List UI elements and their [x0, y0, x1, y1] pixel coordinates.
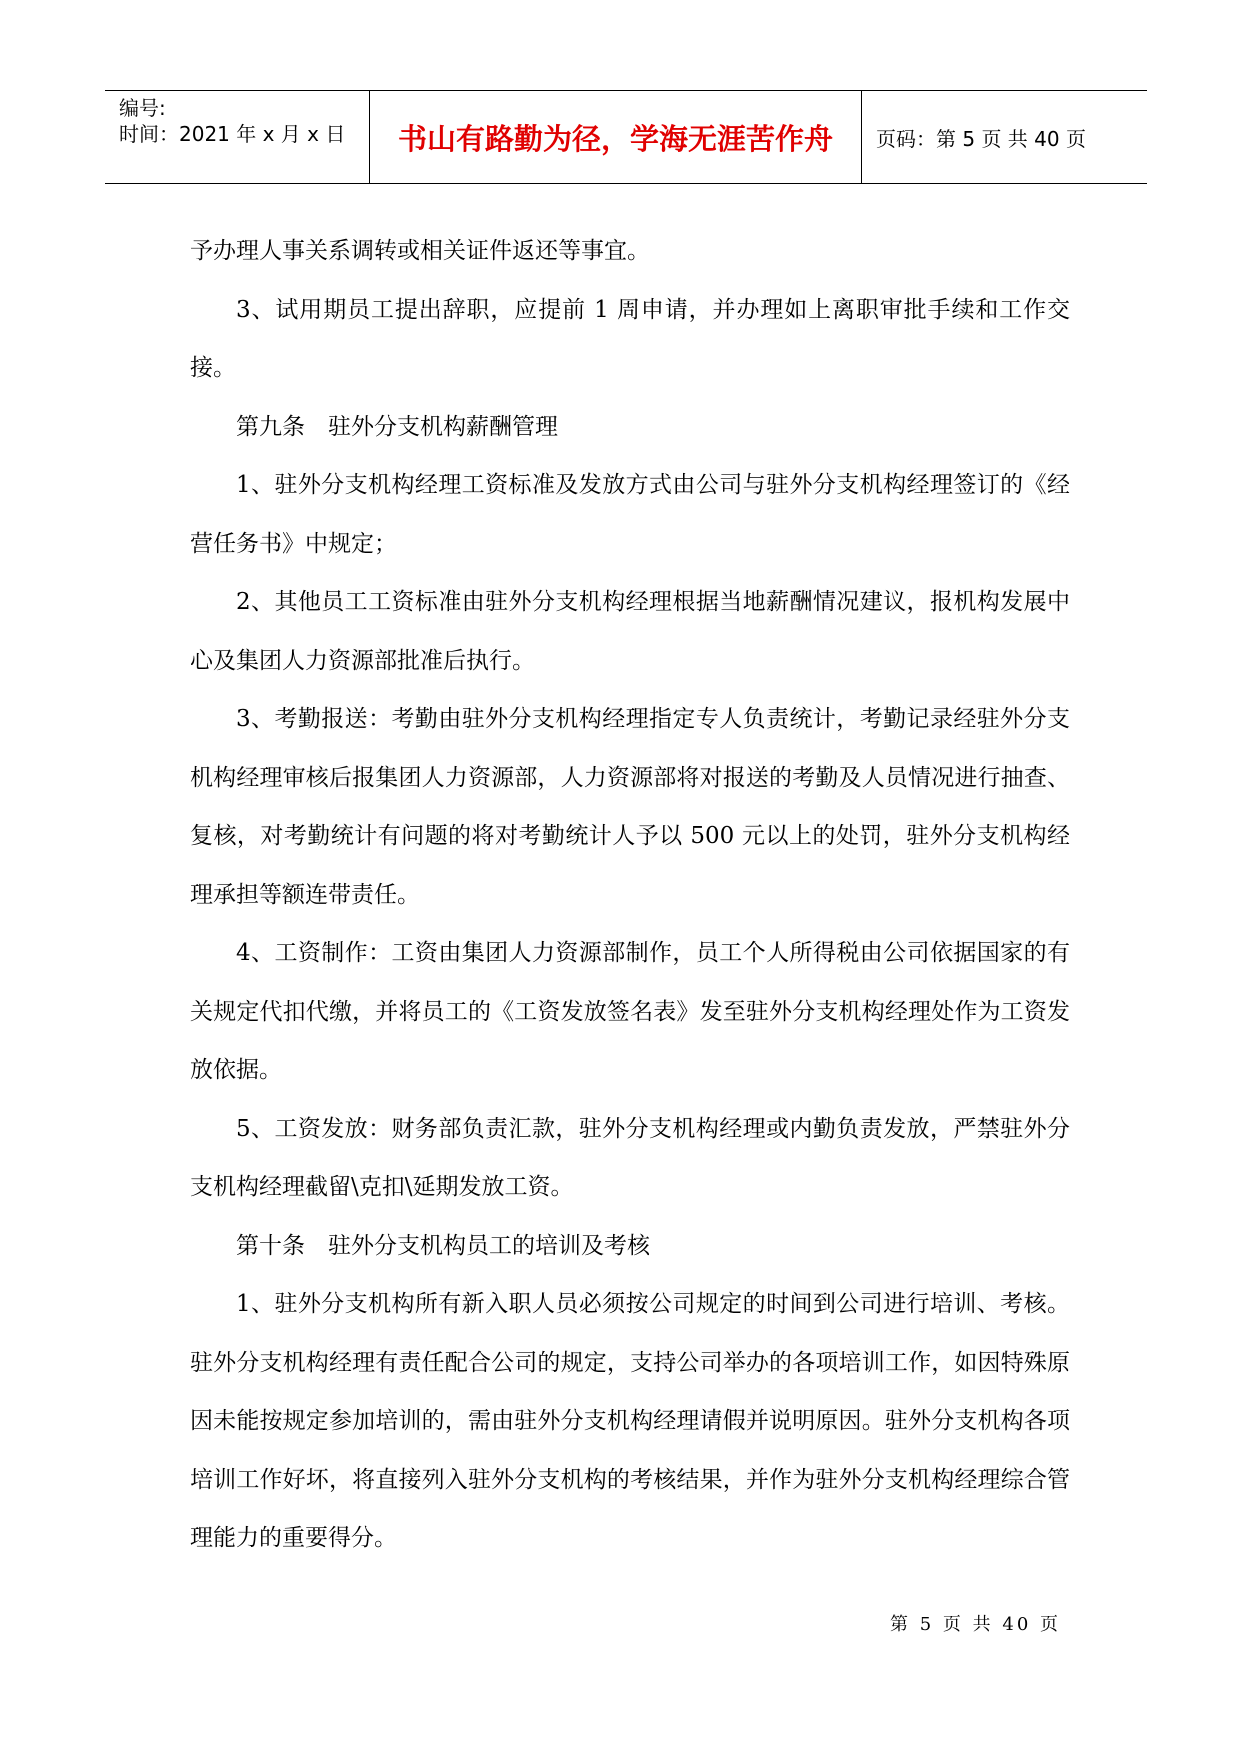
paragraph: 5、工资发放：财务部负责汇款，驻外分支机构经理或内勤负责发放，严禁驻外分支机构经理截留\克扣\延期发放工资。: [190, 1115, 1070, 1200]
page-footer: 第 5 页 共 40 页: [890, 1614, 1061, 1635]
header-meta: [105, 91, 370, 183]
section-heading: 第十条 驻外分支机构员工的培训及考核: [236, 1232, 650, 1259]
section-heading: 第九条 驻外分支机构薪酬管理: [236, 413, 558, 440]
paragraph: 2、其他员工工资标准由驻外分支机构经理根据当地薪酬情况建议，报机构发展中心及集团人力资源部批准后执行。: [190, 589, 1070, 674]
paragraph: 4、工资制作：工资由集团人力资源部制作，员工个人所得税由公司依据国家的有关规定代扣代缴，并将员工的《工资发放签名表》发至驻外分支机构经理处作为工资发放依据。: [190, 940, 1070, 1083]
paragraph: 1、驻外分支机构经理工资标准及发放方式由公司与驻外分支机构经理签订的《经营任务书》中规定；: [190, 472, 1070, 557]
time-label: 时间：2021 年 x 月 x 日: [119, 122, 346, 146]
page-header: [105, 90, 1147, 184]
header-motto: 书山有路勤为径，学海无涯苦作舟: [370, 91, 862, 183]
paragraph: 3、考勤报送：考勤由驻外分支机构经理指定专人负责统计，考勤记录经驻外分支机构经理审核后报集团人力资源部，人力资源部将对报送的考勤及人员情况进行抽查、复核，对考勤统计有问题的将对考勤统计人予以 500 元以上的处罚，驻外分支机构经理承担等额连带责任。: [190, 706, 1070, 908]
header-page-label: 页码：第 5 页 共 40 页: [876, 126, 1086, 151]
paragraph: 1、驻外分支机构所有新入职人员必须按公司规定的时间到公司进行培训、考核。驻外分支机构经理有责任配合公司的规定，支持公司举办的各项培训工作，如因特殊原因未能按规定参加培训的，需由驻外分支机构经理请假并说明原因。驻外分支机构各项培训工作好坏，将直接列入驻外分支机构的考核结果，并作为驻外分支机构经理综合管理能力的重要得分。: [190, 1291, 1070, 1551]
paragraph: 3、试用期员工提出辞职，应提前 1 周申请，并办理如上离职审批手续和工作交接。: [190, 296, 1070, 381]
paragraph: 予办理人事关系调转或相关证件返还等事宜。: [190, 238, 650, 264]
serial-label: 编号:: [119, 96, 166, 120]
document-body: [190, 222, 1070, 1568]
